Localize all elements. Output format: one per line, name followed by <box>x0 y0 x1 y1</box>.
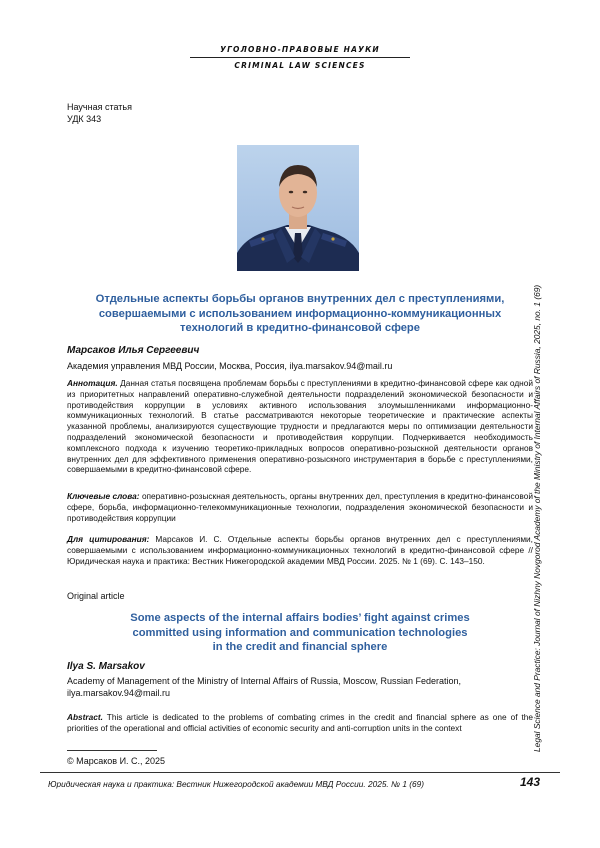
abstract-en-text: This article is dedicated to the problems of combating crimes in the credit and financial sphere as one of the priorities of the operational and official activities of economic security and anti-corruption units in the context <box>67 712 533 733</box>
footer-divider <box>40 772 560 773</box>
abstract-ru-text: Данная статья посвящена проблемам борьбы с преступлениями в кредитно-финансовой сфере как одной из приоритетных направлений оперативно-служебной деятельности подразделений экономической безопасности и противодействия коррупции в условиях активного использования злоумышленниками информационно-коммуникационных технологий. В статье рассматриваются некоторые теоретические и практические аспекты указанной проблемы, анализируются существующие трудности и предлагаются меры по оптимизации деятельности подразделений экономической безопасности и противодействия коррупции. Подчеркивается необходимость комплексного подхода к изучению теоретико-прикладных вопросов оперативно-розыскной деятельности органов внутренних дел для эффективного применения оперативно-розыскного инструментария в борьбе с преступлениями, совершаемыми в кредитно-финансовой сфере. <box>67 378 533 475</box>
title-ru-line: совершаемыми с использованием информационно-коммуникационных <box>98 307 502 320</box>
keywords-ru-text: оперативно-розыскная деятельность, органы внутренних дел, преступления в кредитно-финансовой сфере, борьба, информационно-телекоммуникационные технологии, подразделения экономической безопасности и противодействия коррупции <box>67 491 533 523</box>
author-affiliation-en: Academy of Management of the Ministry of Internal Affairs of Russia, Moscow, Russian Federation, ilya.marsakov.94@mail.ru <box>67 676 462 698</box>
title-en <box>40 611 560 655</box>
abstract-ru <box>67 378 533 475</box>
page-number: 143 <box>519 775 540 789</box>
title-ru-line: Отдельные аспекты борьбы органов внутренних дел с преступлениями, <box>95 293 505 305</box>
author-name-ru: Марсаков Илья Сергеевич <box>67 345 200 356</box>
keywords-ru-label: Ключевые слова: <box>67 491 140 501</box>
title-en-line: in the credit and financial sphere <box>212 641 388 653</box>
udk: УДК 343 <box>67 114 102 124</box>
article-type-ru: Научная статья <box>67 102 132 112</box>
title-ru-line: технологий в кредитно-финансовой сфере <box>180 322 420 334</box>
author-affiliation-ru: Академия управления МВД России, Москва, Россия, ilya.marsakov.94@mail.ru <box>67 361 393 371</box>
abstract-en <box>67 712 533 734</box>
citation-ru-label: Для цитирования: <box>67 534 150 544</box>
author-name-en: Ilya S. Marsakov <box>67 661 145 672</box>
title-en-line: committed using information and communication technologies <box>132 626 468 639</box>
side-citation: Legal Science and Practice: Journal of Nizhny Novgorod Academy of the Ministry of Internal Affairs of Russia, 2025, no. 1 (69) <box>532 284 542 752</box>
article-type-en: Original article <box>67 591 125 601</box>
citation-ru-text: Марсаков И. С. Отдельные аспекты борьбы органов внутренних дел с преступлениями, совершаемыми с использованием информационно-коммуникационных технологий в кредитно-финансовой сфере // Юридическая наука и практика: Вестник Нижегородской академии МВД России. 2025. № 1 (69). С. 143–150. <box>67 534 533 566</box>
copyright: © Марсаков И. С., 2025 <box>67 756 166 766</box>
author-photo <box>237 145 359 271</box>
section-header-ru: УГОЛОВНО-ПРАВОВЫЕ НАУКИ <box>220 45 380 54</box>
footer-journal: Юридическая наука и практика: Вестник Нижегородской академии МВД России. 2025. № 1 (69) <box>48 779 425 789</box>
title-ru <box>40 292 560 336</box>
citation-ru <box>67 534 533 566</box>
header-divider <box>190 57 410 58</box>
footnote-divider <box>67 750 157 751</box>
abstract-en-label: Abstract. <box>67 712 103 722</box>
section-header-en: CRIMINAL LAW SCIENCES <box>234 61 366 70</box>
title-en-line: Some aspects of the internal affairs bodies’ fight against crimes <box>130 612 470 624</box>
keywords-ru <box>67 491 533 523</box>
abstract-ru-label: Аннотация. <box>67 378 118 388</box>
